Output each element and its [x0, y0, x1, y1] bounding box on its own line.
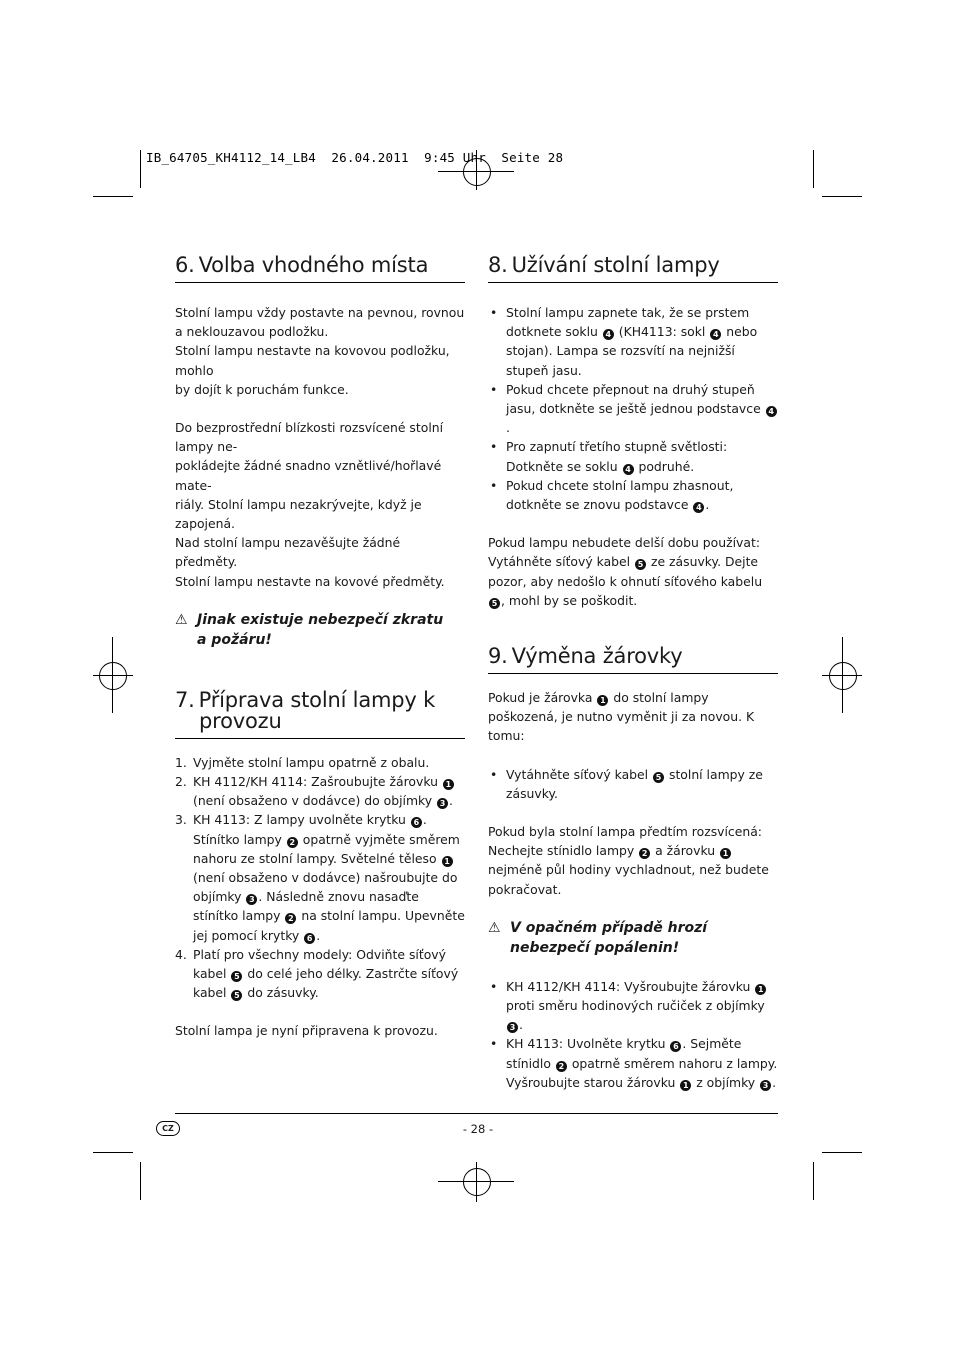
list-item: • KH 4113: Uvolněte krytku 6 . Sejměte stínidlo 2 opatrně směrem nahoru z lampy. Vyšroubujte starou žárovku 1 z objímky 3 . [490, 1036, 778, 1090]
part-number-badge: 4 [710, 329, 721, 340]
language-badge: CZ [156, 1121, 180, 1136]
part-number-badge: 2 [556, 1061, 567, 1072]
section-7-steps [175, 753, 465, 1003]
left-column [175, 255, 465, 1041]
section-9-paragraph-1: Pokud je žárovka 1 do stolní lampy poškozená, je nutno vyměnit ji za novou. K tomu: [488, 690, 755, 744]
warning-icon: ⚠ [488, 919, 501, 936]
section-6-title: 6. Volba vhodného místa [175, 255, 465, 283]
part-number-badge: 1 [597, 695, 608, 706]
part-number-badge: 5 [635, 559, 646, 570]
crop-mark [140, 1162, 141, 1200]
part-number-badge: 6 [670, 1041, 681, 1052]
page-number: - 28 - [462, 1122, 494, 1136]
part-number-badge: 5 [489, 598, 500, 609]
crop-mark [822, 1152, 862, 1153]
part-number-badge: 4 [623, 464, 634, 475]
registration-mark [463, 1168, 491, 1196]
part-number-badge: 3 [437, 798, 448, 809]
list-item: • Vytáhněte síťový kabel 5 stolní lampy ze zásuvky. [490, 766, 763, 801]
part-number-badge: 4 [603, 329, 614, 340]
section-8-paragraph: Pokud lampu nebudete delší dobu používat: Vytáhněte síťový kabel 5 ze zásuvky. Dejte pozor, aby nedošlo k ohnutí síťového kabelu 5 , mohl by se poškodit. [488, 535, 763, 608]
crop-mark [822, 196, 862, 197]
list-item: • Pro zapnutí třetího stupně světlosti: Dotkněte se soklu 4 podruhé. [490, 439, 728, 474]
list-item: • Stolní lampu zapnete tak, že se prstem dotknete soklu 4 (KH4113: sokl 4 nebo stojan). Lampa se rozsvítí na nejnižší stupeň jasu. [490, 305, 758, 378]
part-number-badge: 3 [246, 894, 257, 905]
list-item: 4. Platí pro všechny modely: Odviňte síťový kabel 5 do celé jeho délky. Zastrčte síťový kabel 5 do zásuvky. [175, 946, 459, 1001]
section-8-list [488, 303, 778, 514]
section-9-list-2 [488, 977, 778, 1092]
crop-mark [93, 1152, 133, 1153]
list-item: • Pokud chcete přepnout na druhý stupeň jasu, dotkněte se ještě jednou podstavce 4. [488, 380, 778, 438]
list-item: 2. KH 4112/KH 4114: Zašroubujte žárovku 1 (není obsaženo v dodávce) do objímky 3 . [175, 774, 453, 809]
part-number-badge: 2 [285, 913, 296, 924]
part-number-badge: 4 [693, 502, 704, 513]
part-number-badge: 3 [760, 1080, 771, 1091]
section-7-ready-note: Stolní lampa je nyní připravena k provozu. [175, 1023, 438, 1039]
print-slug: IB_64705_KH4112_14_LB4 26.04.2011 9:45 Uhr Seite 28 [146, 150, 564, 165]
warning-icon: ⚠ [175, 611, 188, 628]
part-number-badge: 6 [304, 933, 315, 944]
part-number-badge: 3 [507, 1022, 518, 1033]
part-number-badge: 1 [442, 856, 453, 867]
crop-mark [813, 150, 814, 188]
part-number-badge: 2 [287, 837, 298, 848]
part-number-badge: 4 [766, 406, 777, 417]
part-number-badge: 5 [231, 990, 242, 1001]
section-7-title: 7. Příprava stolní lampy k provozu [175, 690, 465, 739]
list-item: 3. KH 4113: Z lampy uvolněte krytku 6 . Stínítko lampy 2 opatrně vyjměte směrem nahoru ze stolní lampy. Světelné těleso 1 (není obsaženo v dodávce) našroubujte do objímky 3 . Následně znovu nasaďte stínítko lampy 2 na stolní lampu. Upevněte jej pomocí krytky 6 . [175, 812, 465, 943]
section-6-paragraph-1: Stolní lampu vždy postavte na pevnou, rovnou a neklouzavou podložku. Stolní lampu nestavte na kovovou podložku, mohlo by dojít k poruchám funkce. [175, 305, 465, 397]
section-9-warning: ⚠ V opačném případě hrozí nebezpečí popálenin! [488, 919, 708, 956]
section-9-paragraph-2: Pokud byla stolní lampa předtím rozsvícená: Nechejte stínidlo lampy 2 a žárovku 1 nejméně půl hodiny vychladnout, než budete pokračovat. [488, 824, 769, 897]
part-number-badge: 6 [411, 817, 422, 828]
part-number-badge: 5 [653, 772, 664, 783]
registration-mark [99, 662, 127, 690]
registration-mark [829, 662, 857, 690]
part-number-badge: 2 [639, 848, 650, 859]
part-number-badge: 1 [680, 1080, 691, 1091]
section-9-title: 9. Výměna žárovky [488, 646, 778, 674]
part-number-badge: 5 [231, 971, 242, 982]
right-column [488, 255, 778, 1092]
crop-mark [93, 196, 133, 197]
section-9-list-1 [488, 765, 778, 803]
crop-mark [813, 1162, 814, 1200]
list-item: • KH 4112/KH 4114: Vyšroubujte žárovku 1 proti směru hodinových ručiček z objímky 3 . [490, 978, 765, 1033]
crop-mark [140, 150, 141, 188]
section-6-warning: ⚠ Jinak existuje nebezpečí zkratu a požáru! [175, 611, 444, 648]
part-number-badge: 1 [720, 848, 731, 859]
section-8-title: 8. Užívání stolní lampy [488, 255, 778, 283]
footer-rule [175, 1113, 778, 1114]
part-number-badge: 1 [443, 779, 454, 790]
part-number-badge: 1 [755, 984, 766, 995]
list-item: • Pokud chcete stolní lampu zhasnout, dotkněte se znovu podstavce 4 . [490, 477, 734, 513]
section-6-paragraph-2: Do bezprostřední blízkosti rozsvícené stolní lampy ne- pokládejte žádné snadno vznětlivé/hořlavé mate- riály. Stolní lampu nezakrývejte, když je zapojená. Nad stolní lampu nezavěšujte žádné předměty. Stolní lampu nestavte na kovové předměty. [175, 420, 445, 589]
list-item: 1. Vyjměte stolní lampu opatrně z obalu. [175, 754, 430, 770]
